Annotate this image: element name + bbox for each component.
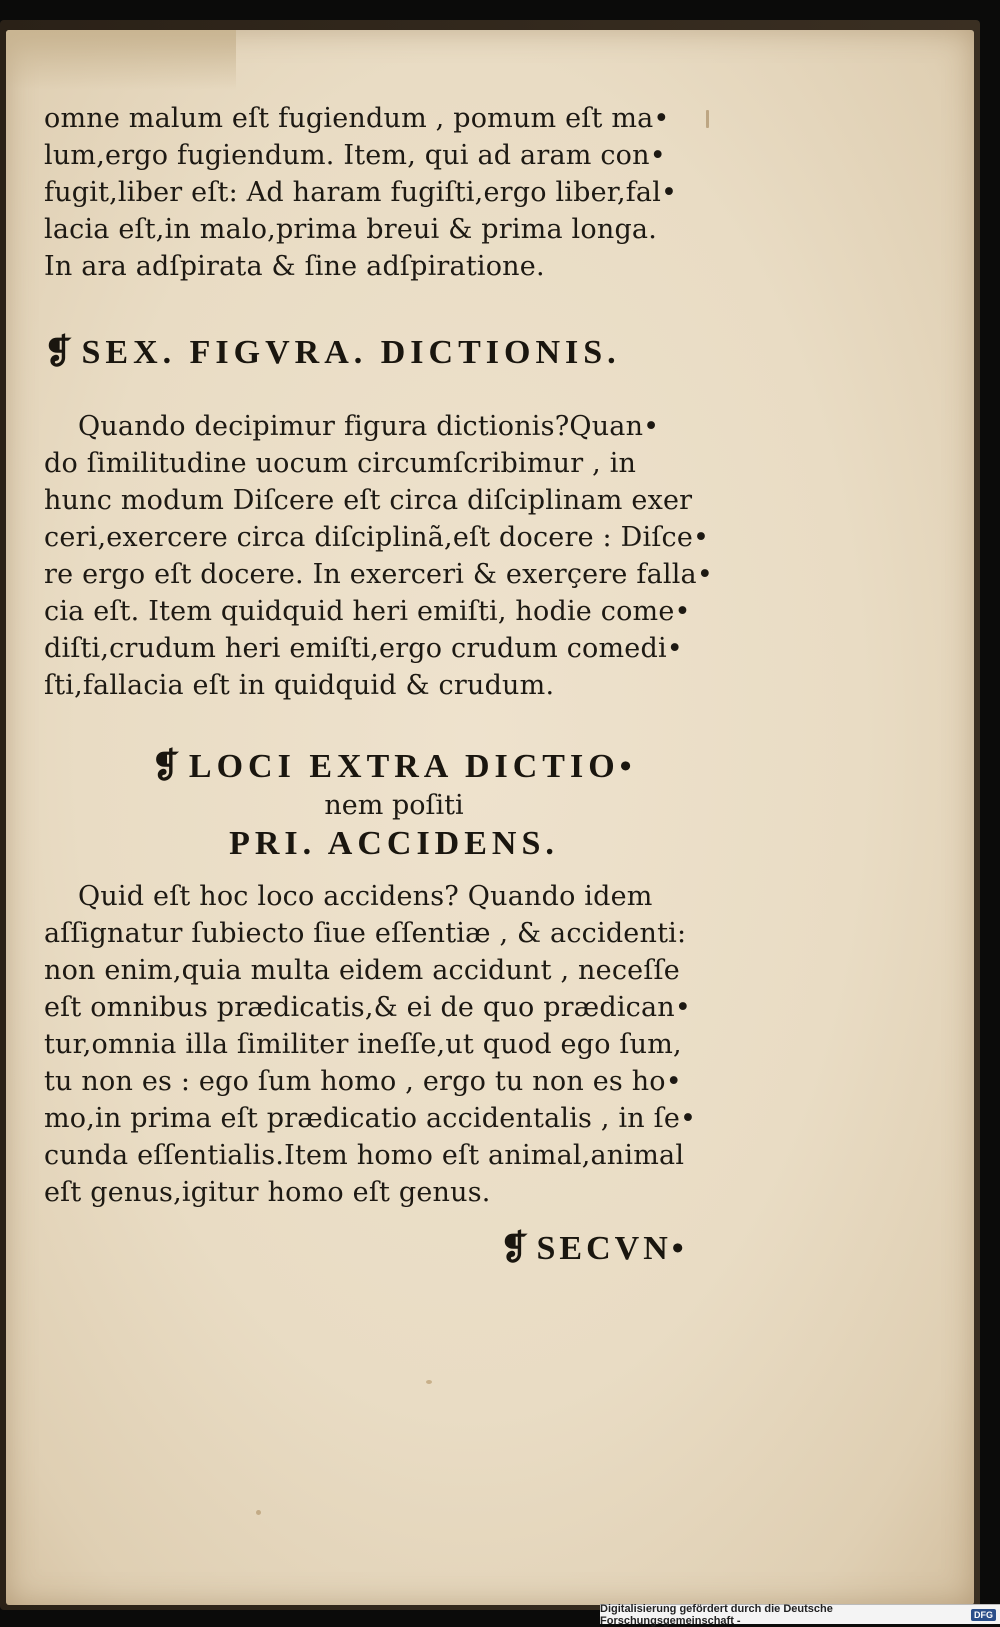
paper-speck	[256, 1510, 261, 1515]
text-line: mo,in prima eſt prædicatio accidentalis , in ſe•	[44, 1103, 697, 1134]
catchword-text: SECVN•	[536, 1230, 688, 1267]
text-line: aſſignatur ſubiecto ſiue eſſentiæ , & accidenti:	[44, 918, 687, 949]
text-line: eſt genus,igitur homo eſt genus.	[44, 1177, 491, 1208]
text-line: Quid eſt hoc loco accidens? Quando idem	[78, 881, 653, 912]
heading-text: SEX. FIGVRA. DICTIONIS.	[81, 334, 621, 371]
section-heading-loci-extra-dictionem	[44, 746, 744, 864]
catchword	[500, 1228, 688, 1268]
text-line: lacia eſt,in malo,prima breui & prima longa.	[44, 214, 658, 245]
dfg-logo: DFG	[971, 1609, 996, 1621]
paragraph-1	[44, 100, 744, 285]
paragraph-3	[44, 878, 744, 1211]
text-line: do ſimilitudine uocum circumſcribimur , in	[44, 448, 637, 479]
text-line: non enim,quia multa eidem accidunt , neceſſe	[44, 955, 680, 986]
text-line: lum,ergo fugiendum. Item, qui ad aram con•	[44, 140, 666, 171]
text-line: fugit,liber eſt: Ad haram fugiſti,ergo liber,fal•	[44, 177, 678, 208]
text-line: ſti,fallacia eſt in quidquid & crudum.	[44, 670, 555, 701]
text-line: ceri,exercere circa diſciplinã,eſt docere : Diſce•	[44, 522, 710, 553]
text-line: omne malum eſt fugiendum , pomum eſt ma•	[44, 103, 670, 134]
heading-line: PRI. ACCIDENS.	[229, 825, 559, 862]
text-line: In ara adſpirata & ſine adſpiratione.	[44, 251, 545, 282]
text-line: cia eſt. Item quidquid heri emiſti, hodie come•	[44, 596, 691, 627]
pilcrow-icon: ❡	[500, 1230, 533, 1267]
pilcrow-icon: ❡	[151, 748, 185, 785]
text-line: Quando decipimur figura dictionis?Quan•	[78, 411, 660, 442]
pilcrow-icon: ❡	[44, 334, 78, 371]
text-line: tu non es : ego ſum homo , ergo tu non es ho•	[44, 1066, 682, 1097]
credit-text: Digitalisierung gefördert durch die Deutsche Forschungsgemeinschaft -	[600, 1602, 833, 1627]
paragraph-2	[44, 408, 744, 704]
page-corner-stain	[6, 30, 236, 90]
heading-line: LOCI EXTRA DICTIO•	[188, 748, 637, 785]
digitization-credit-bar	[600, 1602, 1000, 1627]
text-line: cunda eſſentialis.Item homo eſt animal,animal	[44, 1140, 685, 1171]
heading-line: nem poſiti	[324, 790, 464, 821]
text-line: hunc modum Diſcere eſt circa diſciplinam exer	[44, 485, 693, 516]
text-line: diſti,crudum heri emiſti,ergo crudum comedi•	[44, 633, 683, 664]
text-line: eſt omnibus prædicatis,& ei de quo prædican•	[44, 992, 692, 1023]
text-line: re ergo eſt docere. In exerceri & exerçere falla•	[44, 559, 713, 590]
text-line: tur,omnia illa ſimiliter ineſſe,ut quod ego ſum,	[44, 1029, 682, 1060]
paper-speck	[426, 1380, 432, 1384]
section-heading-figura-dictionis	[44, 332, 744, 372]
